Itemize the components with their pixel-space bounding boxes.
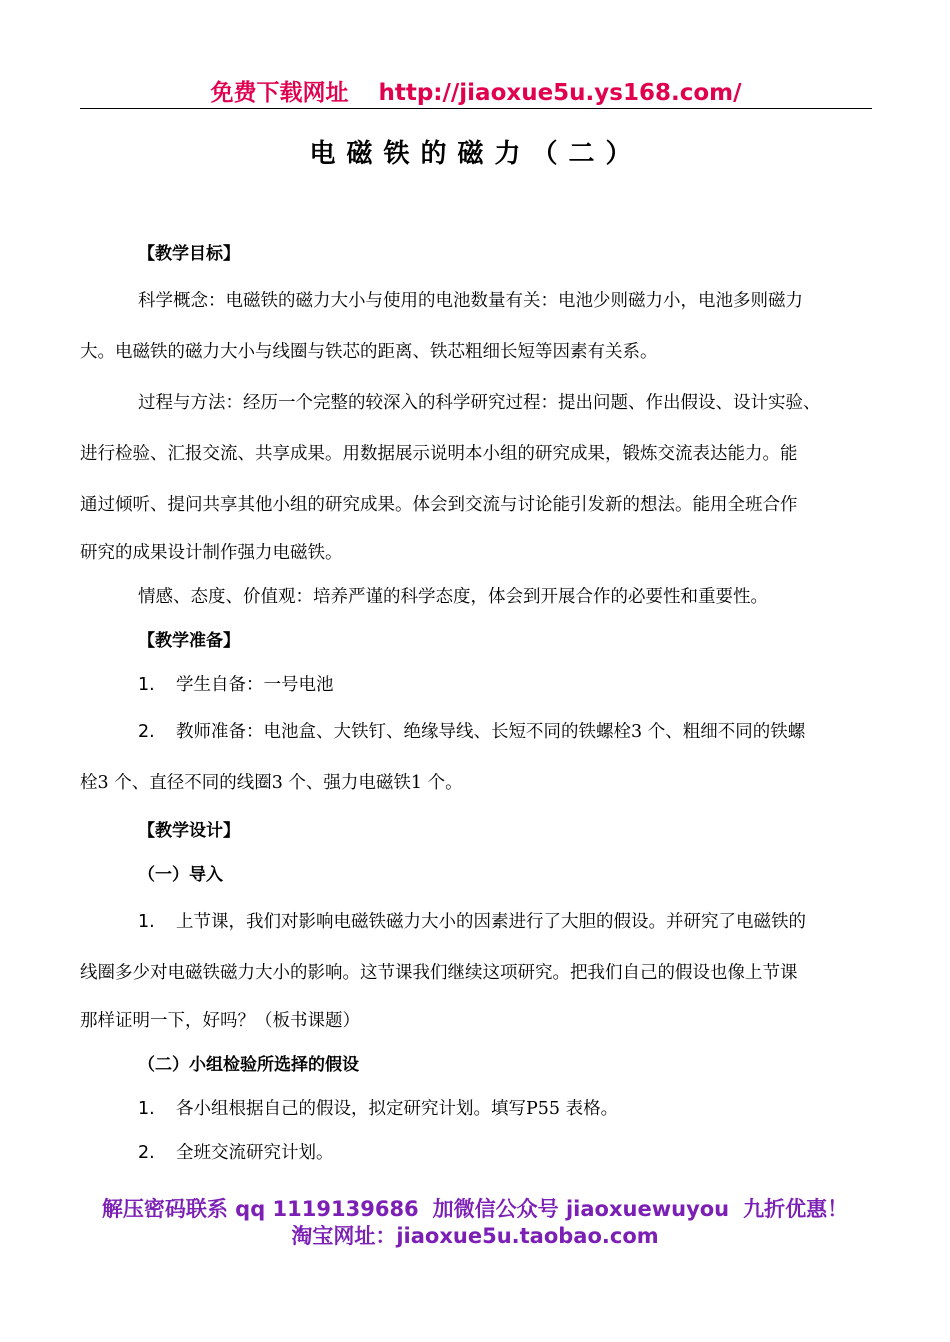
test-item-2-text: 全班交流研究计划。 <box>176 1143 334 1163</box>
test-item-2-number: 2. <box>138 1143 155 1163</box>
test-item-1-number: 1. <box>138 1099 155 1119</box>
header-url-link[interactable]: http://jiaoxue5u.ys168.com/ <box>378 80 742 106</box>
intro-heading: （一）导入 <box>138 865 223 885</box>
goals-paragraph-2-line-3: 通过倾听、提问共享其他小组的研究成果。体会到交流与讨论能引发新的想法。能用全班合作 <box>80 495 798 515</box>
goals-paragraph-1-line-2: 大。电磁铁的磁力大小与线圈与铁芯的距离、铁芯粗细长短等因素有关系。 <box>80 342 658 362</box>
test-item-1 <box>80 1087 872 1131</box>
header-banner <box>80 76 872 110</box>
intro-item-1-line-2: 线圈多少对电磁铁磁力大小的影响。这节课我们继续这项研究。把我们自己的假设也像上节课 <box>80 963 798 983</box>
design-heading: 【教学设计】 <box>138 821 240 841</box>
prep-item-1-text: 学生自备：一号电池 <box>176 675 334 695</box>
footer-banner <box>0 1196 950 1250</box>
footer-line-1 <box>0 1196 950 1223</box>
prep-item-2-text-line-1: 教师准备：电池盒、大铁钉、绝缘导线、长短不同的铁螺栓3 个、粗细不同的铁螺 <box>176 722 806 742</box>
goals-heading: 【教学目标】 <box>138 244 240 264</box>
goals-paragraph-2-line-2: 进行检验、汇报交流、共享成果。用数据展示说明本小组的研究成果，锻炼交流表达能力。能 <box>80 444 798 464</box>
header-divider <box>80 108 872 109</box>
document-body <box>80 232 872 1175</box>
test-item-1-text: 各小组根据自己的假设，拟定研究计划。填写P55 表格。 <box>176 1099 619 1119</box>
footer-wechat: 加微信公众号 jiaoxuewuyou <box>432 1197 730 1221</box>
footer-qq-contact: 解压密码联系 qq 1119139686 <box>101 1197 419 1221</box>
footer-discount: 九折优惠！ <box>743 1197 849 1221</box>
test-item-2 <box>80 1131 872 1175</box>
goals-paragraph-1-line-1: 科学概念：电磁铁的磁力大小与使用的电池数量有关：电池少则磁力小，电池多则磁力 <box>138 291 803 311</box>
intro-item-1 <box>80 897 872 948</box>
footer-taobao-link[interactable]: 淘宝网址：jiaoxue5u.taobao.com <box>291 1224 659 1248</box>
header-label: 免费下载网址 <box>210 80 349 106</box>
test-heading: （二）小组检验所选择的假设 <box>138 1055 359 1075</box>
prep-item-1-number: 1. <box>138 675 155 695</box>
prep-heading: 【教学准备】 <box>138 631 240 651</box>
intro-item-1-text-line-1: 上节课，我们对影响电磁铁磁力大小的因素进行了大胆的假设。并研究了电磁铁的 <box>176 912 806 932</box>
goals-paragraph-2-line-4: 研究的成果设计制作强力电磁铁。 <box>80 543 343 563</box>
prep-item-1 <box>80 663 872 707</box>
prep-item-2 <box>80 707 872 758</box>
prep-item-2-number: 2. <box>138 722 155 742</box>
intro-item-1-line-3: 那样证明一下，好吗？（板书课题） <box>80 1011 360 1031</box>
page-title: 电磁铁的磁力（二） <box>309 139 643 169</box>
goals-paragraph-3: 情感、态度、价值观：培养严谨的科学态度，体会到开展合作的必要性和重要性。 <box>138 587 768 607</box>
prep-item-2-line-2: 栓3 个、直径不同的线圈3 个、强力电磁铁1 个。 <box>80 773 463 793</box>
goals-paragraph-2-line-1: 过程与方法：经历一个完整的较深入的科学研究过程：提出问题、作出假设、设计实验、 <box>138 393 821 413</box>
intro-item-1-number: 1. <box>138 912 155 932</box>
